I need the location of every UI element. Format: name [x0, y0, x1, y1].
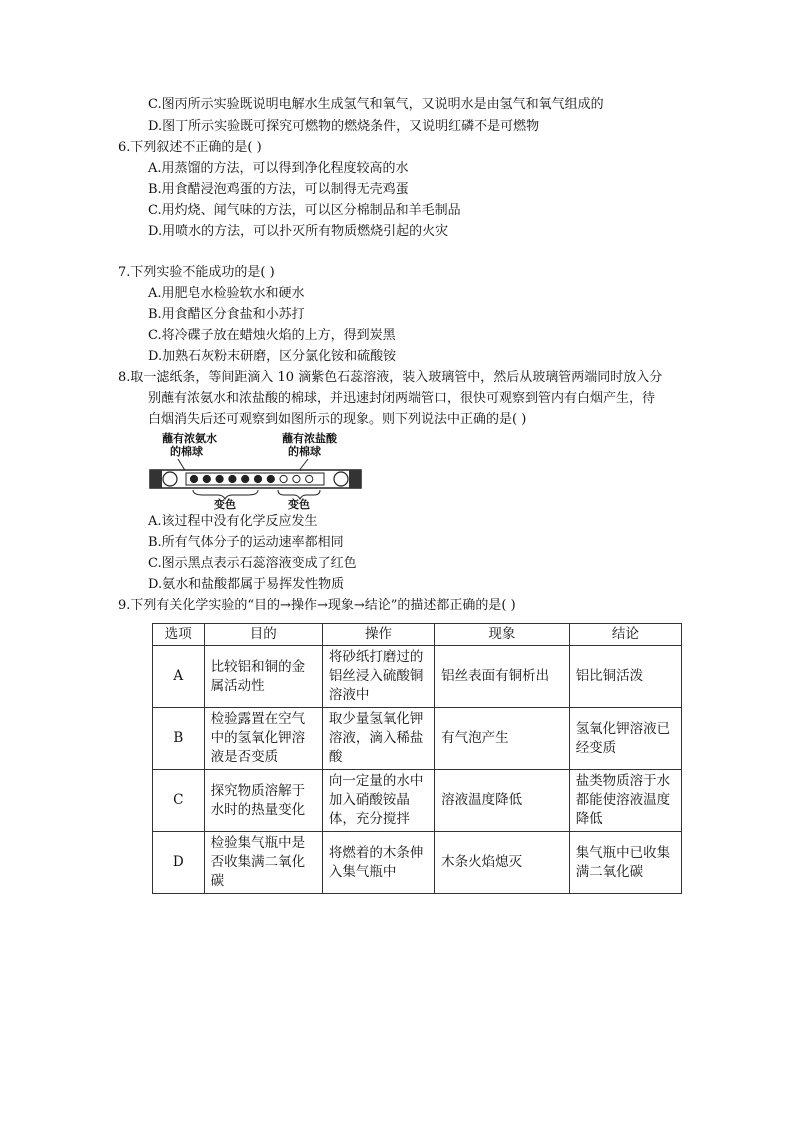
label-ammonia-1: 蘸有浓氨水 [162, 432, 217, 445]
cell-goal: 检验集气瓶中是否收集满二氧化碳 [204, 832, 322, 894]
dot-changed [203, 475, 210, 482]
q8-stem-line-2: 别蘸有浓氨水和浓盐酸的棉球，并迅速封闭两端管口，很快可观察到管内有白烟产生，待 [148, 391, 656, 406]
table-row [153, 770, 682, 832]
dot-changed [242, 475, 249, 482]
header-operation: 操作 [322, 624, 434, 646]
q8-stem-line-1: 8.取一滤纸条，等间距滴入 10 滴紫色石蕊溶液，装入玻璃管中，然后从玻璃管两端同时放入分 [118, 370, 663, 385]
cell-conclusion: 集气瓶中已收集满二氧化碳 [569, 832, 681, 894]
q7-option-d: D.加熟石灰粉末研磨，区分氯化铵和硫酸铵 [148, 349, 397, 364]
cell-conclusion: 氢氧化钾溶液已经变质 [569, 708, 681, 770]
table-row [153, 832, 682, 894]
dot-unchanged [280, 475, 287, 482]
q5-option-d: D.图丁所示实验既可探究可燃物的燃烧条件，又说明红磷不是可燃物 [148, 119, 540, 134]
header-goal: 目的 [204, 624, 322, 646]
q8-option-c: C.图示黑点表示石蕊溶液变成了红色 [148, 556, 357, 571]
q7-option-b: B.用食醋区分食盐和小苏打 [148, 307, 305, 322]
cell-option: A [153, 646, 205, 708]
dot-changed [190, 475, 197, 482]
cell-goal: 比较铝和铜的金属活动性 [204, 646, 322, 708]
q8-option-d: D.氨水和盐酸都属于易挥发性物质 [148, 577, 345, 592]
experiment-table [152, 623, 682, 894]
cell-goal: 检验露置在空气中的氢氧化钾溶液是否变质 [204, 708, 322, 770]
q7-option-a: A.用肥皂水检验软水和硬水 [148, 286, 305, 301]
cell-conclusion: 铝比铜活泼 [569, 646, 681, 708]
cell-phenomenon: 木条火焰熄灭 [435, 832, 570, 894]
label-hcl-2: 的棉球 [288, 445, 321, 458]
table-row [153, 646, 682, 708]
q8-option-a: A.该过程中没有化学反应发生 [148, 514, 318, 529]
cell-operation: 向一定量的水中加入硝酸铵晶体，充分搅拌 [322, 770, 434, 832]
table-row [153, 708, 682, 770]
q8-option-b: B.所有气体分子的运动速率都相同 [148, 535, 344, 550]
header-option: 选项 [153, 624, 205, 646]
dot-changed [229, 475, 236, 482]
cell-operation: 取少量氢氧化钾溶液，滴入稀盐酸 [322, 708, 434, 770]
q6-option-c: C.用灼烧、闻气味的方法，可以区分棉制品和羊毛制品 [148, 203, 461, 218]
cell-option: D [153, 832, 205, 894]
cell-option: C [153, 770, 205, 832]
q6-option-a: A.用蒸馏的方法，可以得到净化程度较高的水 [148, 161, 409, 176]
cell-operation: 将砂纸打磨过的铝丝浸入硫酸铜溶液中 [322, 646, 434, 708]
cell-goal: 探究物质溶解于水时的热量变化 [204, 770, 322, 832]
q6-option-d: D.用喷水的方法，可以扑灭所有物质燃烧引起的火灾 [148, 224, 449, 239]
label-hcl-1: 蘸有浓盐酸 [282, 432, 337, 445]
header-conclusion: 结论 [569, 624, 681, 646]
cell-phenomenon: 有气泡产生 [435, 708, 570, 770]
change-label-right: 变色 [288, 498, 310, 511]
cell-option: B [153, 708, 205, 770]
table-header-row [153, 624, 682, 646]
cell-operation: 将燃着的木条伸入集气瓶中 [322, 832, 434, 894]
dot-unchanged [293, 475, 300, 482]
q6-option-b: B.用食醋浸泡鸡蛋的方法，可以制得无壳鸡蛋 [148, 182, 409, 197]
tube-drawing [148, 432, 363, 512]
glass-tube-figure [148, 432, 363, 512]
cell-phenomenon: 铝丝表面有铜析出 [435, 646, 570, 708]
q7-option-c: C.将冷碟子放在蜡烛火焰的上方，得到炭黑 [148, 328, 396, 343]
dot-changed [267, 475, 274, 482]
dot-changed [216, 475, 223, 482]
cell-phenomenon: 溶液温度降低 [435, 770, 570, 832]
q8-stem-line-3: 白烟消失后还可观察到如图所示的现象。则下列说法中正确的是( ) [148, 412, 527, 427]
dot-unchanged [306, 475, 313, 482]
dot-changed [254, 475, 261, 482]
header-phenomenon: 现象 [435, 624, 570, 646]
label-ammonia-2: 的棉球 [170, 445, 203, 458]
q5-option-c: C.图丙所示实验既说明电解水生成氢气和氧气，又说明水是由氢气和氧气组成的 [148, 97, 604, 112]
change-label-left: 变色 [214, 498, 236, 511]
cell-conclusion: 盐类物质溶于水都能使溶液温度降低 [569, 770, 681, 832]
q6-stem: 6.下列叙述不正确的是( ) [118, 140, 262, 155]
q7-stem: 7.下列实验不能成功的是( ) [118, 265, 275, 280]
q9-stem: 9.下列有关化学实验的“目的→操作→现象→结论”的描述都正确的是( ) [118, 598, 516, 613]
